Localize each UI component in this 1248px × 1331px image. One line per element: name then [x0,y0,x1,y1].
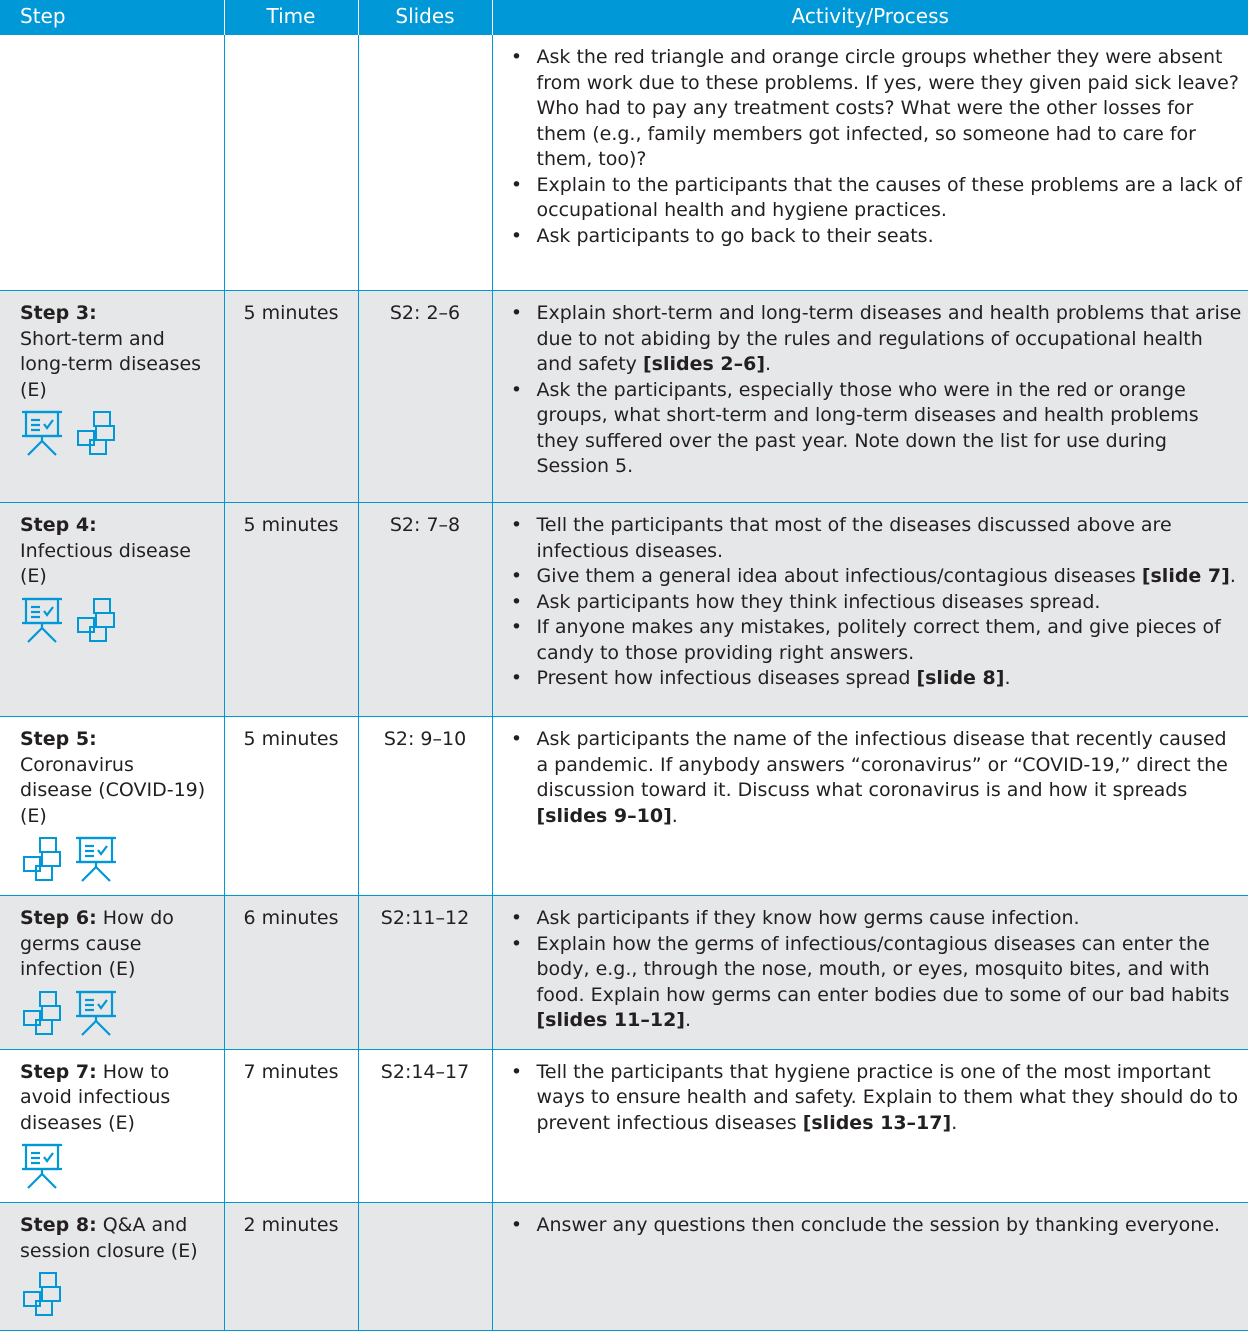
activity-cell [492,291,1248,503]
step-cell [0,717,224,896]
step-label: Step 3: [20,302,97,324]
table-row [0,503,1248,717]
activity-list [507,727,1243,829]
header-slides: Slides [358,0,492,35]
table-row [0,1203,1248,1331]
sticky-notes-icon [74,596,118,652]
step-cell [0,503,224,717]
header-activity: Activity/Process [492,0,1248,35]
step-label: Step 6: [20,907,97,929]
table-row [0,35,1248,291]
bullet-mark: • [510,907,523,929]
bullet-mark: • [510,565,523,587]
bullet-mark: • [510,616,523,638]
list-item: • Ask participants to go back to their seats. [507,224,1243,250]
time-cell: 5 minutes [224,291,358,503]
slides-cell [358,35,492,291]
time-cell: 5 minutes [224,503,358,717]
step-title: How to avoid infectious diseases (E) [20,1060,171,1134]
activity-list [507,1213,1243,1239]
bullet-mark: • [510,378,523,401]
step-label: Step 8: [20,1214,97,1236]
list-item: • Ask the red triangle and orange circle groups whether they were absent from work due to these problems. If yes, were they given paid sick leave? Who had to pay any treatment costs? What were the other losses for them (e.g., family members got infected, so someone had to care for them, too)? [507,45,1243,173]
activity-cell [492,1049,1248,1203]
header-step: Step [0,0,224,35]
list-item: • If anyone makes any mistakes, politely correct them, and give pieces of candy to those providing right answers. [507,615,1243,666]
time-cell: 7 minutes [224,1049,358,1203]
header-time: Time [224,0,358,35]
activity-list [507,1060,1243,1137]
list-item: • Explain to the participants that the causes of these problems are a lack of occupational health and hygiene practices. [507,173,1243,224]
sticky-notes-icon [20,835,64,891]
sticky-notes-icon [20,989,64,1045]
step-label: Step 5: [20,728,97,750]
step-cell [0,291,224,503]
activity-cell [492,503,1248,717]
bullet-mark: • [510,224,523,247]
activity-cell [492,896,1248,1050]
bullet-mark: • [510,514,523,536]
presentation-icon [20,596,64,652]
bullet-mark: • [510,728,523,750]
time-cell [224,35,358,291]
slides-cell [358,1203,492,1331]
time-cell: 2 minutes [224,1203,358,1331]
time-cell: 6 minutes [224,896,358,1050]
bullet-mark: • [510,590,523,613]
list-item: • Ask participants the name of the infectious disease that recently caused a pandemic. If anybody answers “coronavirus” or “COVID-19,” direct the discussion toward it. Discuss what coronavirus is and how it spreads [slides 9–10]. [507,727,1243,829]
step-cell [0,1049,224,1203]
activity-list [507,906,1243,1034]
list-item: • Answer any questions then conclude the session by thanking everyone. [507,1213,1243,1239]
list-item: • Explain short-term and long-term diseases and health problems that arise due to not abiding by the rules and regulations of occupational health and safety [slides 2–6]. [507,301,1243,378]
list-item: • Ask participants how they think infectious diseases spread. [507,590,1243,616]
bullet-mark: • [510,932,523,955]
list-item: • Tell the participants that most of the diseases discussed above are infectious diseases. [507,513,1243,564]
list-item: • Present how infectious diseases spread [slide 8]. [507,666,1243,692]
activity-cell [492,1203,1248,1331]
slides-cell: S2:14–17 [358,1049,492,1203]
step-label: Step 4: [20,514,97,536]
list-item: • Ask the participants, especially those who were in the red or orange groups, what short-term and long-term diseases and health problems they suffered over the past year. Note down the list for use during Session 5. [507,378,1243,480]
table-row [0,717,1248,896]
bullet-mark: • [510,667,523,689]
activity-list [507,45,1243,249]
step-title: Q&A and session closure (E) [20,1214,198,1262]
bullet-mark: • [510,46,523,68]
step-title: How do germs cause infection (E) [20,907,174,980]
presentation-icon [20,409,64,465]
activity-list [507,513,1243,692]
table-row [0,291,1248,503]
bullet-mark: • [510,1060,523,1083]
sticky-notes-icon [74,409,118,465]
step-title: Coronavirus disease (COVID-19) (E) [20,753,206,827]
step-cell [0,896,224,1050]
slides-cell: S2: 7–8 [358,503,492,717]
step-cell [0,1203,224,1331]
presentation-icon [74,835,118,891]
activity-list [507,301,1243,480]
list-item: • Tell the participants that hygiene practice is one of the most important ways to ensure health and safety. Explain to them what they should do to prevent infectious diseases [slides 13–17]. [507,1060,1243,1137]
table-header [0,0,1248,35]
sticky-notes-icon [20,1270,64,1326]
step-title: Short-term and long-term diseases (E) [20,327,202,401]
step-label: Step 7: [20,1060,97,1083]
presentation-icon [20,1142,64,1198]
table-row [0,896,1248,1050]
slides-cell: S2: 9–10 [358,717,492,896]
list-item: • Give them a general idea about infectious/contagious diseases [slide 7]. [507,564,1243,590]
bullet-mark: • [510,302,523,324]
list-item: • Explain how the germs of infectious/contagious diseases can enter the body, e.g., through the nose, mouth, or eyes, mosquito bites, and with food. Explain how germs can enter bodies due to some of our bad habits [slides 11–12]. [507,932,1243,1034]
presentation-icon [74,989,118,1045]
list-item: • Ask participants if they know how germs cause infection. [507,906,1243,932]
activity-cell [492,717,1248,896]
step-cell [0,35,224,291]
bullet-mark: • [510,1214,523,1236]
slides-cell: S2:11–12 [358,896,492,1050]
step-title: Infectious disease (E) [20,539,191,587]
slides-cell: S2: 2–6 [358,291,492,503]
time-cell: 5 minutes [224,717,358,896]
table-row [0,1049,1248,1203]
activity-cell [492,35,1248,291]
bullet-mark: • [510,173,523,196]
